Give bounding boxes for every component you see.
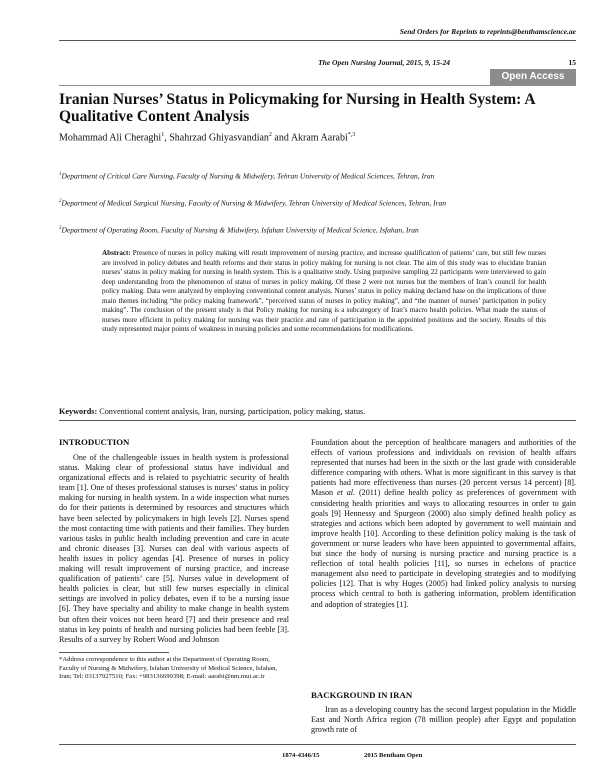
right-column — [311, 438, 576, 610]
abstract-label: Abstract: — [102, 249, 131, 257]
author-name: Akram Aarabi — [290, 132, 348, 144]
author-affiliation-mark: 2 — [268, 132, 272, 138]
abstract-text: Presence of nurses in policy making will result improvement of nursing practice, and increase qualification of patients’ care, but still few nurses are involved in policy debates and health reforms and their status in policy making for nursing is not clear. The aim of this study was to elucidate Iranian nurses’ status in policy making for nursing in health system. This is a qualitative study. Using purposive sampling 22 participants were interviewed to gain deep understanding from the phenomenon of status of nurses in policy making. Of these 2 were not nurses but the members of Iran’s council for health policy making. Data were analyzed by employing conventional content analysis. Nurses’ status in policy making declared base on the implications of three main themes including “the policy making framework”, “perceived status of nurses in policy making”, and “the manner of nurses’ participation in policy making”. The conclusion of the present study is that Policy making for nursing is a subcategory of Iran’s macro health policies. What made the status of nurses more efficient in policy making for nursing was their practice and rate of participation in the appointed positions and the society. Results of this study represented major points of weakness in nursing policies and some recommendations for modifications. — [102, 249, 546, 333]
body-paragraph: Foundation about the perception of healthcare managers and authorities of the effects of various professions and individuals on revision of health affairs represented that nurses had been in the sixth or the last grade with considerable difference comparing with others. What is more significant in this survey is that patients had more effectiveness than nurses (20 percent versus 14 percent) [8]. Mason et al. (2011) define health policy as preferences of government with considering health priorities and ways to allocating resources in order to gain goals [9] Hennessy and Spurgeon (2000) also simply defined health policy as strategies and actions which been adopted by government to well maintain and improve health [10]. According to these definition policy making is the task of government or nurse leaders who have been appointed to governmental affairs, but since the body of nursing is nursing practice and nursing practice is a reflection of total health policies [11], so nurses in echelons of practice management also need to participate in developing strategies and to modifying policies [12]. That is why Huges (2005) had linked policy analysis to nursing process which central to both is gathering information, problem identification and adoption of strategies [1]. — [311, 438, 577, 609]
issn: 1874-4346/15 — [282, 752, 320, 759]
correspondence-footnote: *Address correspondence to this author at the Department of Operating Room, Faculty of Nursing & Midwifery, Isfahan University of Medical Science, Isfahan, Iran; Tel: 03137927510; Fax: +983136699398; E-mail: aarabi@nm.mui.ac.ir — [59, 656, 278, 680]
abstract — [102, 249, 546, 335]
background-paragraph: Iran as a developing country has the second largest population in the Middle East and North Africa region (78 million people) after Egypt and population growth rate of — [311, 705, 576, 735]
open-access-rule — [59, 85, 576, 86]
affiliation: $^1$Department of Critical Care Nursing, Faculty of Nursing & Midwifery, Tehran University of Medical Sciences, Tehran, Iran — [59, 171, 435, 181]
reprints-notice: Send Orders for Reprints to reprints@benthamscience.ae — [399, 27, 576, 36]
footer-rule — [59, 744, 576, 745]
introduction-heading: INTRODUCTION — [59, 437, 130, 447]
introduction-paragraph: One of the challengeable issues in health system is professional status. Making clear of professional status have individual and organizational effects and is related to psychiatric security of health team [1]. One of theses professional statuses is nurses’ status in policy making for nursing in health system. In a wide inspection what nurses do for their patients is determined by resources and structures which have been selected by policymakers in high levels [2]. Nurses spend the most contacting time with patients and their families. They burden various tasks in public health including prevention and care in acute and chronic diseases [3]. Nurses can deal with various aspects of health issues in policy agendas [4]. Presence of nurses in policy making will result improvement of nursing practice, and increase qualification of patients’ care [5]. Nurses value in development of health policies is clear, but still few nurses especially in clinical settings are involved in policy debates, even if to be a nursing issue [6]. They have specialty and ability to make change in health system but often their voices not been heard [7] and their presence and real status in key points of health and nursing policies had been feeble [3]. Results of a survey by Robert Wood and Johnson — [59, 453, 289, 644]
article-title: Iranian Nurses’ Status in Policymaking for Nursing in Health System: A Qualitative Content Analysis — [59, 91, 535, 125]
page-number: 15 — [568, 58, 576, 67]
author-name: Mohammad Ali Cheraghi — [59, 132, 162, 144]
right-column-lower — [311, 705, 576, 735]
author-name: Shahrzad Ghiyasvandian — [169, 132, 269, 144]
copyright: 2015 Bentham Open — [364, 752, 423, 759]
author-list: Mohammad Ali Cheraghi$^1$, Shahrzad Ghiyasvandian$^2$ and Akram Aarabi$^{*,3}$ — [59, 132, 356, 144]
keywords-text: Conventional content analysis, Iran, nursing, participation, policy making, status. — [99, 407, 366, 416]
section-rule — [59, 420, 576, 421]
header-rule — [59, 40, 576, 41]
journal-citation: The Open Nursing Journal, 2015, 9, 15-24 — [318, 58, 450, 67]
footnote-rule — [59, 652, 169, 653]
affiliation: $^2$Department of Medical Surgical Nursing, Faculty of Nursing & Midwifery, Tehran University of Medical Sciences, Tehran, Iran — [59, 198, 447, 208]
keywords-label: Keywords: — [59, 407, 98, 416]
background-heading: BACKGROUND IN IRAN — [311, 690, 413, 700]
left-column — [59, 453, 289, 645]
keywords — [59, 407, 570, 416]
open-access-badge: Open Access — [490, 69, 576, 85]
author-affiliation-mark: *,3 — [347, 132, 356, 138]
author-affiliation-mark: 1 — [161, 132, 165, 138]
affiliation: $^3$Department of Operating Room, Faculty of Nursing & Midwifery, Isfahan University of Medical Science, Isfahan, Iran — [59, 225, 419, 235]
